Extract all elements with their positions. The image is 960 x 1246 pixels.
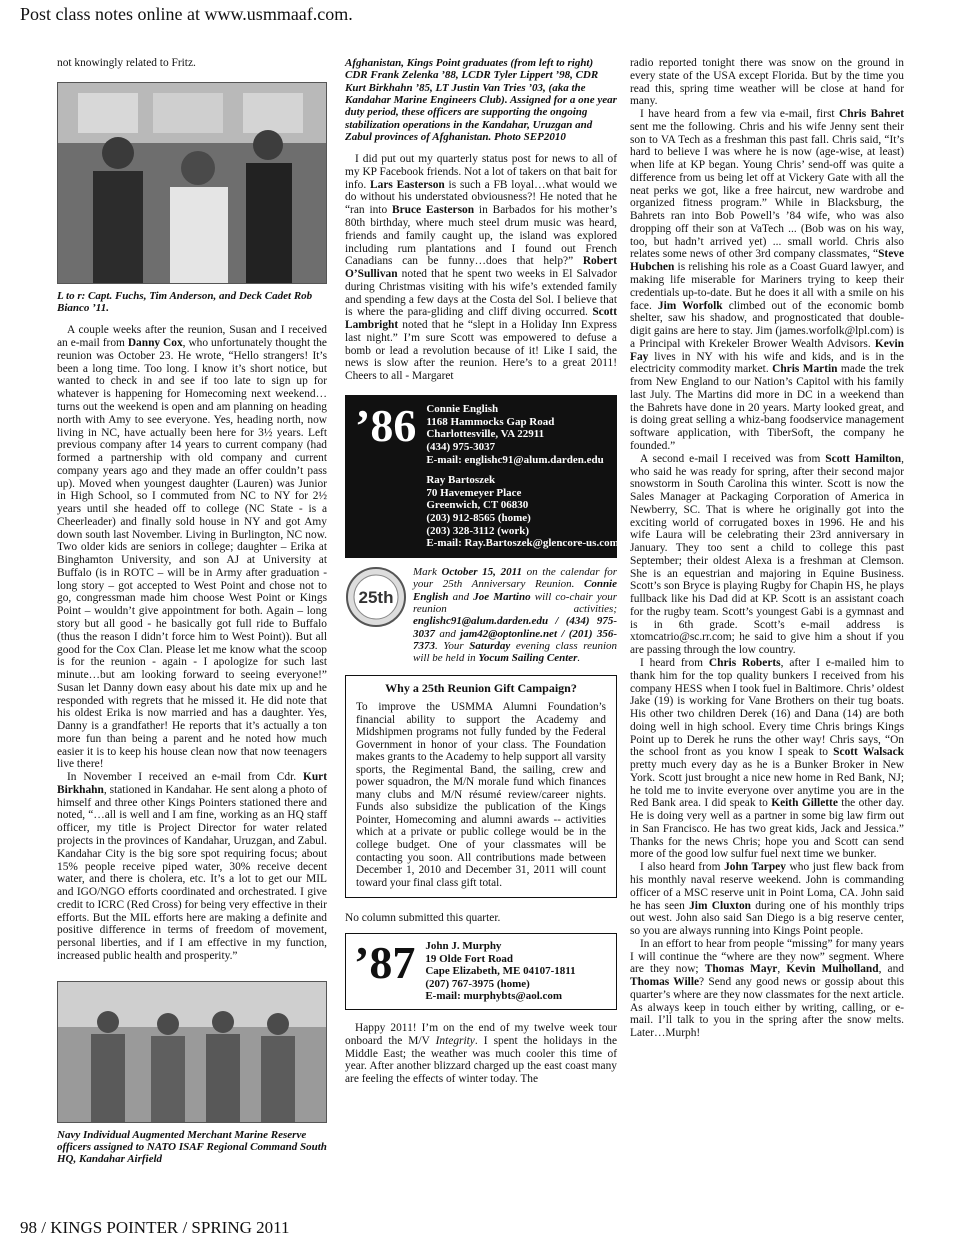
- column-2: [345, 57, 617, 1086]
- column-3: [630, 57, 904, 1040]
- column-1: [57, 57, 327, 1176]
- page-header: Post class notes online at www.usmmaaf.com.: [20, 4, 353, 24]
- paragraph-bahret: I have heard from a few via e-mail, first Chris Bahret sent me the following. Chris and his wife Jenny sent their son to VA Tech as a freshman this past fall. Chris said, “It’s hard to believe I was where he is now (age-wise, at least) when life at KP began. Young Chris’ send-off was quite a difference from us being let off at Vickery Gate with all the neat perks we got, like a free haircut, new wardrobe and organized fitness program.” While in Blacksburg, the Bahrets ran into Bob Powell’s ’84 wife, who was also dropping off their son at VaTech ... (Bob was on his way, too, but hadn’t arrived yet) ... small world. Chris also relates some news of other 3rd company classmates, “Steve Hubchen is relishing his role as a Coast Guard lawyer, and making life miserable for Mariners trying to keep their credentials up-to-date. But he does it all with a smile on his face. Jim Worfolk climbed out of the economic bomb shelter, saw his shadow, and prognosticated that double-digit gains are here to stay. Jim (james.worfolk@lpl.com) is a Principal with Krekeler Brower Wealth Advisors. Kevin Fay lives in NY with his wife and kids, and is in the electricity commodity market. Chris Martin made the trek from New England to our Nation’s Capitol with his family last July. The Martins did more in DC in a weekend than the Bahrets have done in 20 years. Marty looked great, and is doing great selling a whiz-bang foodservice management software application, with TiberSoft, the company he founded.”: [630, 108, 905, 452]
- paragraph-where-are-they: In an effort to hear from people “missing” for many years I will continue the “where are they now” segment. Where are they now; Thomas Mayr, Kevin Mulholland, and Thomas Wille? Send any good news or gossip about this quarter’s where are they now classmates for the next article. As always keep in touch either by writing, calling, or e-mail. I’ll talk to you in the spring after the snow melts. Later…Murph!: [630, 937, 905, 1040]
- paragraph-birkhahn: In November I received an e-mail from Cdr. Kurt Birkhahn, stationed in Kandahar. He sent along a photo of himself and three other Kings Pointers stationed there and noted, “…all is well and I am fine, working as an HQ staff officer, my title is Project Director for water related projects in the provinces of Kandahar, Uruzgan, and Zabul. Kandahar City is the big sore spot requiring focus; about 15% people receive piped water, 30% receive decent water, and there is cholera, etc. It’s a lot to get our MIL and IGO/NGO efforts coordinated and orchestrated. I give credit to ICRC (Red Cross) for being very effective in their efforts. But the MIL efforts here are making a definite and positive difference in terms of freedom of movement, personal liberties, and if I am effective in my function, increased public health and prosperity.”: [57, 771, 327, 962]
- lead-text: not knowingly related to Fritz.: [57, 57, 196, 69]
- anniversary-text: Mark October 15, 2011 on the calendar for your 25th Anniversary Reunion. Connie English and Joe Martino will co-chair your reunion activities; englishc91@alum.darden.edu / (434) 975-3037 and jam42@optonline.net / (201) 356-7373. Your Saturday evening class reunion will be held in Yocum Sailing Center.: [413, 566, 618, 665]
- photo-bridge-crew: [57, 82, 327, 284]
- photo-caption: Navy Individual Augmented Merchant Marine Reserve officers assigned to NATO ISAF Regional Command South HQ, Kandahar Airfield: [57, 1128, 327, 1166]
- class-86-contact-box: [345, 395, 617, 558]
- photo-officers: [57, 981, 327, 1123]
- badge-label: 25th: [358, 588, 394, 608]
- paragraph-tarpey: I also heard from John Tarpey who just flew back from his monthly naval reserve weekend. John is commanding officer of a MSC reserve unit in Point Loma, CA. John said he has seen Jim Cluxton during one of his monthly trips out west. John also said San Diego is a big reserve center, so you are always running into Kings Point people.: [630, 861, 905, 938]
- gift-campaign-body: To improve the USMMA Alumni Foundation’s financial ability to support the Academy and Midshipmen programs not fully funded by the Federal Government in honor of your class. The Foundation makes grants to the Academy to help support all varsity sports, the Regimental Band, the sailing, crew and power squadron, the M/N morale fund which finances many clubs and M/N résumé review/career nights. Funds also subsidize the publication of the Kings Pointer, Homecoming and alumni awards -- activities which at a private or public college would be in the college budget. One of your classmates will be contacting you soon. All contributions made between December 1, 2010 and December 31, 2011 will count toward your final class gift total.: [356, 700, 606, 889]
- paragraph-roberts: I heard from Chris Roberts, after I e-mailed him to thank him for the top quality bunkers I received from his company HESS when I took fuel in Baltimore. Chris’ oldest Jake (19) is working for Vane Brothers on their tug boats. His other two children Derek (16) and Dana (14) are both doing well in high school. Every time Chris brings Kings Point up to Derek he runs the other way! Chris says, “On the school front as you know I speak to Scott Walsack pretty much every day as he is a Bunker Broker in New York. Scott just brought a nice new home in Red Bank, NJ; he told me to invite everyone over anytime you are in the Red Bank area. I did speak to Keith Gillette the other day. He is doing very well as a partner in some big law firm out in San Francisco. He has two great kids, Jack and Jessica.” Thanks for the news Chris; hope you and Scott can send more of the good low sulfur fuel next time we bunker.: [630, 656, 904, 861]
- paragraph-facebook: I did put out my quarterly status post for news to all of my KP Facebook friends. Not a lot of takers on that bait for info. Lars Easterson is such a FB loyal…what would we do without his understated obviousness?! He noted that he “ran into Bruce Easterson in Barbados for his mother’s 80th birthday, where much steel drum music was heard, friends and family caught up, the island was explored including rum plantations and I found out French Canadians can be funny…does that help?” Robert O’Sullivan noted that he spent two weeks in El Salvador during Christmas visiting with his wife’s extended family and spending a few days at the Costa del Sol. I believe that is where the para-gliding and cliff diving occurred. Scott Lambright noted that he “slept in a Holiday Inn Express last night.” I’m sure Scott was empowered to defuse a bomb or lead a revolution because of it! Like I said, the news is slow after the reunion. Here’s to a great 2011! Cheers to all - Margaret: [345, 153, 618, 383]
- no-column-note: No column submitted this quarter.: [345, 912, 501, 925]
- paragraph-murphy-intro: Happy 2011! I’m on the end of my twelve week tour onboard the M/V Integrity. I spent the holidays in the Middle East; the weather was much cooler this time of year. After another blizzard charged up the east coast many are feeling the effects of winter today. The: [345, 1022, 617, 1086]
- class-87-address: John J. Murphy 19 Olde Fort Road Cape Elizabeth, ME 04107-1811 (207) 767-3975 (home) E-mail: murphybts@aol.com: [425, 939, 576, 1003]
- class-year-87: ’87: [354, 936, 416, 988]
- photo-caption-continued: Afghanistan, Kings Point graduates (from left to right) CDR Frank Zelenka ’88, LCDR Tyler Lippert ’98, CDR Kurt Birkhahn ’85, LT Justin Van Tries ’03, (aka the Kandahar Marine Engineers Club). Assigned for a one year duty period, these officers are supporting the ongoing stabilization operations in the Kandahar, Uruzgan and Zabul provinces of Afghanistan. Photo SEP2010: [345, 57, 617, 143]
- paragraph-hamilton: A second e-mail I received was from Scott Hamilton, who said he was ready for spring, after their second major snowstorm in South Carolina this winter. Scott is now the Sales Manager at Packaging Corporation of America in Newberry, SC. That is where he originally got into the exciting world of corrugated boxes in 1996. He and his wife Laura will be celebrating their 23rd anniversary in January. They too sent a child to college this past September; their oldest Alexa is a freshman at Clemson. She is an equestrian and majoring in Equine Business. Scott’s son Bryce is playing Rugby for Chapin HS, he plays fullback like his Dad did at KP. Scott is an assistant coach for the rugby team. Scott’s youngest Gabi is a gymnast and is in 6th grade. Scott’s e-mail address is xtomcatrio@sc.rr.com; he said to give him a shout if you are passing through the low country.: [630, 452, 904, 657]
- gift-campaign-box: [345, 675, 617, 899]
- anniversary-notice: [345, 566, 617, 665]
- class-86-address: Connie English 1168 Hammocks Gap Road Charlottesville, VA 22911 (434) 975-3037 E-mail: englishc91@alum.darden.edu Ray Bartoszek 70 Havemeyer Place Greenwich, CT 06830 (203) 912-8565 (home) (203) 328-3112 (work) E-mail: Ray.Bartoszek@glencore-us.com: [426, 402, 619, 550]
- photo-caption: L to r: Capt. Fuchs, Tim Anderson, and Deck Cadet Rob Bianco ’11.: [57, 289, 313, 315]
- gift-campaign-title: Why a 25th Reunion Gift Campaign?: [385, 680, 577, 695]
- class-87-contact-box: [345, 933, 617, 1010]
- page-footer: 98 / KINGS POINTER / SPRING 2011: [20, 1218, 290, 1237]
- anniversary-badge-icon: [345, 566, 407, 628]
- paragraph-weather: radio reported tonight there was snow on the ground in every state of the USA except Florida. But by the time you read this, spring time weather will be close at hand for many.: [630, 57, 904, 108]
- paragraph-cox: A couple weeks after the reunion, Susan and I received an e-mail from Danny Cox, who unfortunately thought the reunion was October 23. He wrote, “Hello strangers! It’s been a long time. Too long. I know it’s short notice, but wanted to check in and see if too late to sign up for whatever is happening for Homecoming next weekend…turns out the weekend is open and am planning on heading north with Amy to see everyone. Yes, heading north, now living in NC, have actually been here for 3½ years. Left previous company after 14 years to current company (had formed a partnership with old company and current company years ago and they made an offer couldn’t pass up). Moved when youngest daughter (Lauren) was Junior in High School, so I commuted from NC to NY for 2½ years until she headed off to college (NC State - is a Cheerleader) and finally sold house in NY and got Amy down south last November. Living in Burlington, NC now. Two older kids are seniors in college; daughter – Erika at Binghamton University, and son AJ at University at Buffalo (is in ROTC – will be in Army after graduation - long story – got accepted to West Point and chose not to go, congressman made him choose West Point or Kings Point – wouldn’t give appointment for both. Again – long story but all good - he basically got full ride to Buffalo (thus the reason I didn’t force him to West Point)). But all good for the Cox Clan. Please let me know what the scoop is for the reunion - again - I apologize for such last minute…but am looking forward to seeing everyone!” Susan let Danny down easy about his date mix up and he responded with regrets that he missed it. He did note that his oldest Erika is now married and has a daughter. Yes, Danny is a grandfather! He reports that it’s actually a ton more fun than being a parent and he noted how much easier it is to keep his house clean now that now teenagers live there!: [57, 324, 327, 771]
- class-year-86: ’86: [355, 399, 417, 451]
